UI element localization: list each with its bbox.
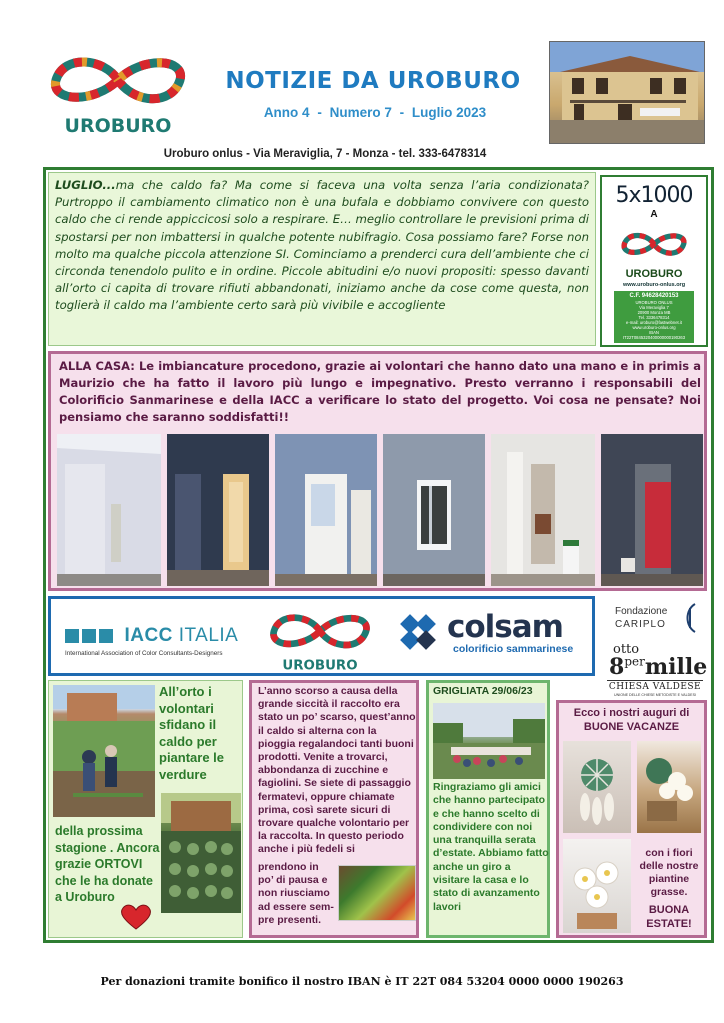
issue-separator: -: [317, 105, 322, 120]
house-photo: [549, 41, 705, 144]
otto-per-mille-logo: [601, 640, 707, 700]
casa-section: [48, 351, 707, 591]
room-illustration: [275, 434, 377, 586]
issue-line: [230, 105, 520, 120]
grigliata-text: Ringraziamo gli amici che hanno partecipato e che hanno scelto di condividere con noi una tranquilla serata d’estate. Abbiamo fatto anche un giro a visitare la casa e lo stato di avanzamento lavori: [433, 781, 549, 913]
mille-word: mille: [644, 654, 708, 680]
luglio-article: [48, 172, 596, 346]
grigliata-title: GRIGLIATA 29/06/23: [433, 685, 533, 697]
orto-section: [48, 680, 243, 938]
card-line: www.uroburo-onlus.org: [632, 325, 676, 330]
luglio-text: ma che caldo fa? Ma come si faceva una volta senza l’aria condizionata? Purtroppo il cambiamento climatico non è una bufala e dobbiamo convivere con questo caldo che ci rende appiccicosi solo a respirare. E… meglio controllare le previsioni prima di spostarsi per non imbattersi in qualche potente nubifragio. Cosa possiamo fare? Forse non molto ma qualche piccola attenzione SI. Cominciamo a prenderci cura dell’ambiente che ci circonda tenendolo pulito e in ordine. Piccole abitudini e/o nuovi propositi: spesso davanti all’orto ci capita di trovare rifiuti abbandonati, iniziamo anche da cose come questa, non toglierà il caldo ma l’ambiente certo sarà più vivibile e accogliente: [55, 178, 589, 313]
issue-separator: -: [399, 105, 405, 120]
white-flowers-photo: [563, 839, 631, 933]
room-illustration: [491, 434, 595, 586]
iacc-squares-icon: [65, 627, 116, 645]
room-illustration: [383, 434, 485, 586]
party-illustration: [433, 703, 545, 779]
raccolto-text-2: prendono in po’ di pausa e non riusciamo ad essere sempre presenti.: [258, 861, 334, 926]
otto-digit: 8: [609, 654, 625, 680]
card-line: Tel. 3336478314: [638, 315, 670, 320]
vacanze-text: con i fiori delle nostre piantine grasse.: [639, 847, 699, 898]
uroburo-sponsor-logo: [265, 605, 375, 675]
issue-number: Numero 7: [329, 105, 392, 120]
room-photo: [57, 434, 161, 586]
garden-illustration: [53, 685, 155, 817]
raccolto-text-1: L’anno scorso a causa della grande siccità il raccolto era stato un po’ scarso, quest’anno il caldo si alterna con la pioggia regalandoci tanti buoni prodotti. Venite a trovarci, abbondanza di zucchine e fagiolini. Se siete di passaggio fermatevi, oppure chiamate prima, così sarete sicuri di trovare qualche volontario per la raccolta. In questo periodo anche i più fedeli si: [258, 685, 416, 856]
vacanze-title-1: Ecco i nostri auguri di: [573, 707, 690, 719]
iacc-wordmark: [124, 625, 238, 647]
five-per-mille-box: [600, 175, 708, 347]
chiesa-valdese-sub: UNIONE DELLE CHIESE METODISTE E VALDESI: [614, 693, 696, 697]
luglio-lead: LUGLIO...: [55, 178, 116, 192]
uroburo-small-logo: [616, 225, 692, 269]
white-flowers-illustration: [563, 839, 631, 933]
vegetables-photo: [338, 865, 416, 921]
cariplo-logo: [601, 598, 707, 638]
colsam-logo: [447, 609, 573, 655]
vacanze-section: [556, 700, 707, 938]
card-line: IBAN: [649, 330, 659, 335]
issue-month: Luglio 2023: [411, 105, 487, 120]
address-line: Uroburo onlus - Via Meraviglia, 7 - Monza - tel. 333-6478314: [163, 148, 487, 160]
uroburo-logo: [44, 44, 192, 136]
cactus-flower-illustration: [637, 741, 701, 833]
iacc-subtitle: International Association of Color Consultants-Designers: [65, 650, 223, 657]
card-line: IT22T0845320400000000190263: [622, 335, 686, 340]
five-per-mille-card: [614, 291, 694, 343]
otto-per-mille-line: [609, 654, 707, 680]
five-per-mille-cf: C.F. 94628420153: [629, 293, 679, 299]
card-line: UROBURO ONLUS: [635, 300, 673, 305]
iacc-logo: [65, 625, 238, 657]
iban-footer: Per donazioni tramite bonifico il nostro IBAN è IT 22T 084 53204 0000 0000 190263: [100, 975, 624, 988]
vacanze-title-2: BUONE VACANZE: [583, 721, 680, 733]
orto-text-2: della prossima stagione . Ancora grazie ORTOVI che le ha donate a Uroburo: [55, 824, 160, 904]
orto-photo: [53, 685, 155, 817]
seedlings-illustration: [161, 793, 241, 913]
room-photo: [275, 434, 377, 586]
room-illustration: [167, 434, 269, 586]
heart-icon: [119, 903, 153, 931]
cactus-photo: [563, 741, 631, 833]
room-photo: [601, 434, 703, 586]
buona-estate-text: BUONA ESTATE!: [646, 904, 692, 930]
iacc-country: ITALIA: [178, 625, 239, 646]
card-line: Via Meraviglia 7: [639, 305, 669, 310]
grigliata-section: [426, 680, 550, 938]
card-line: e-mail: uroburo@fastwebnet.it: [626, 320, 682, 325]
newsletter-title: NOTIZIE DA UROBURO: [225, 68, 521, 94]
room-illustration: [57, 434, 161, 586]
otto-word: otto: [613, 642, 640, 657]
room-photo: [383, 434, 485, 586]
chiesa-valdese: CHIESA VALDESE: [608, 682, 702, 692]
cactus-illustration: [563, 741, 631, 833]
issue-year: Anno 4: [263, 105, 310, 120]
casa-article: [59, 358, 701, 426]
house-illustration: [550, 42, 705, 144]
seedlings-photo: [161, 793, 241, 913]
five-per-mille-a: A: [650, 209, 658, 220]
grigliata-photo: [433, 703, 545, 779]
raccolto-section: [249, 680, 419, 938]
cariplo-mark-icon: [681, 602, 699, 634]
colsam-mark-icon: [399, 613, 439, 653]
cactus-flower-photo: [637, 741, 701, 833]
cariplo-line-1: Fondazione: [615, 606, 668, 617]
card-line: 20900 Monza MB: [637, 310, 671, 315]
sponsor-logo-text: UROBURO: [282, 658, 358, 674]
sponsors-band: [48, 596, 595, 676]
per-word: per: [624, 654, 645, 669]
room-photo: [167, 434, 269, 586]
orto-text-1: All’orto i volontari sfidano il caldo per piantare le verdure: [159, 684, 225, 782]
five-per-mille-title: 5x1000: [615, 183, 693, 208]
room-photo: [491, 434, 595, 586]
casa-text: Le imbiancature procedono, grazie ai volontari che hanno dato una mano e in primis a Maurizio che ha fatto il lavoro più lungo e impegnativo. Presto verranno i responsabili del Colorificio Sanmarinese e della IACC a verificare lo stato del progetto. Voi cosa ne pensate? Noi pensiamo che saranno soddisfatti!!: [59, 359, 701, 424]
iacc-name: IACC: [124, 625, 173, 646]
room-illustration: [601, 434, 703, 586]
logo-text: UROBURO: [64, 115, 172, 136]
five-per-mille-website: www.uroburo-onlus.org: [622, 282, 686, 288]
cariplo-line-2: CARIPLO: [615, 619, 666, 630]
colsam-name: colsam: [447, 609, 563, 645]
casa-lead: ALLA CASA:: [59, 359, 135, 373]
five-per-mille-name: UROBURO: [625, 268, 683, 280]
colsam-subtitle: colorificio sammarinese: [453, 643, 574, 655]
